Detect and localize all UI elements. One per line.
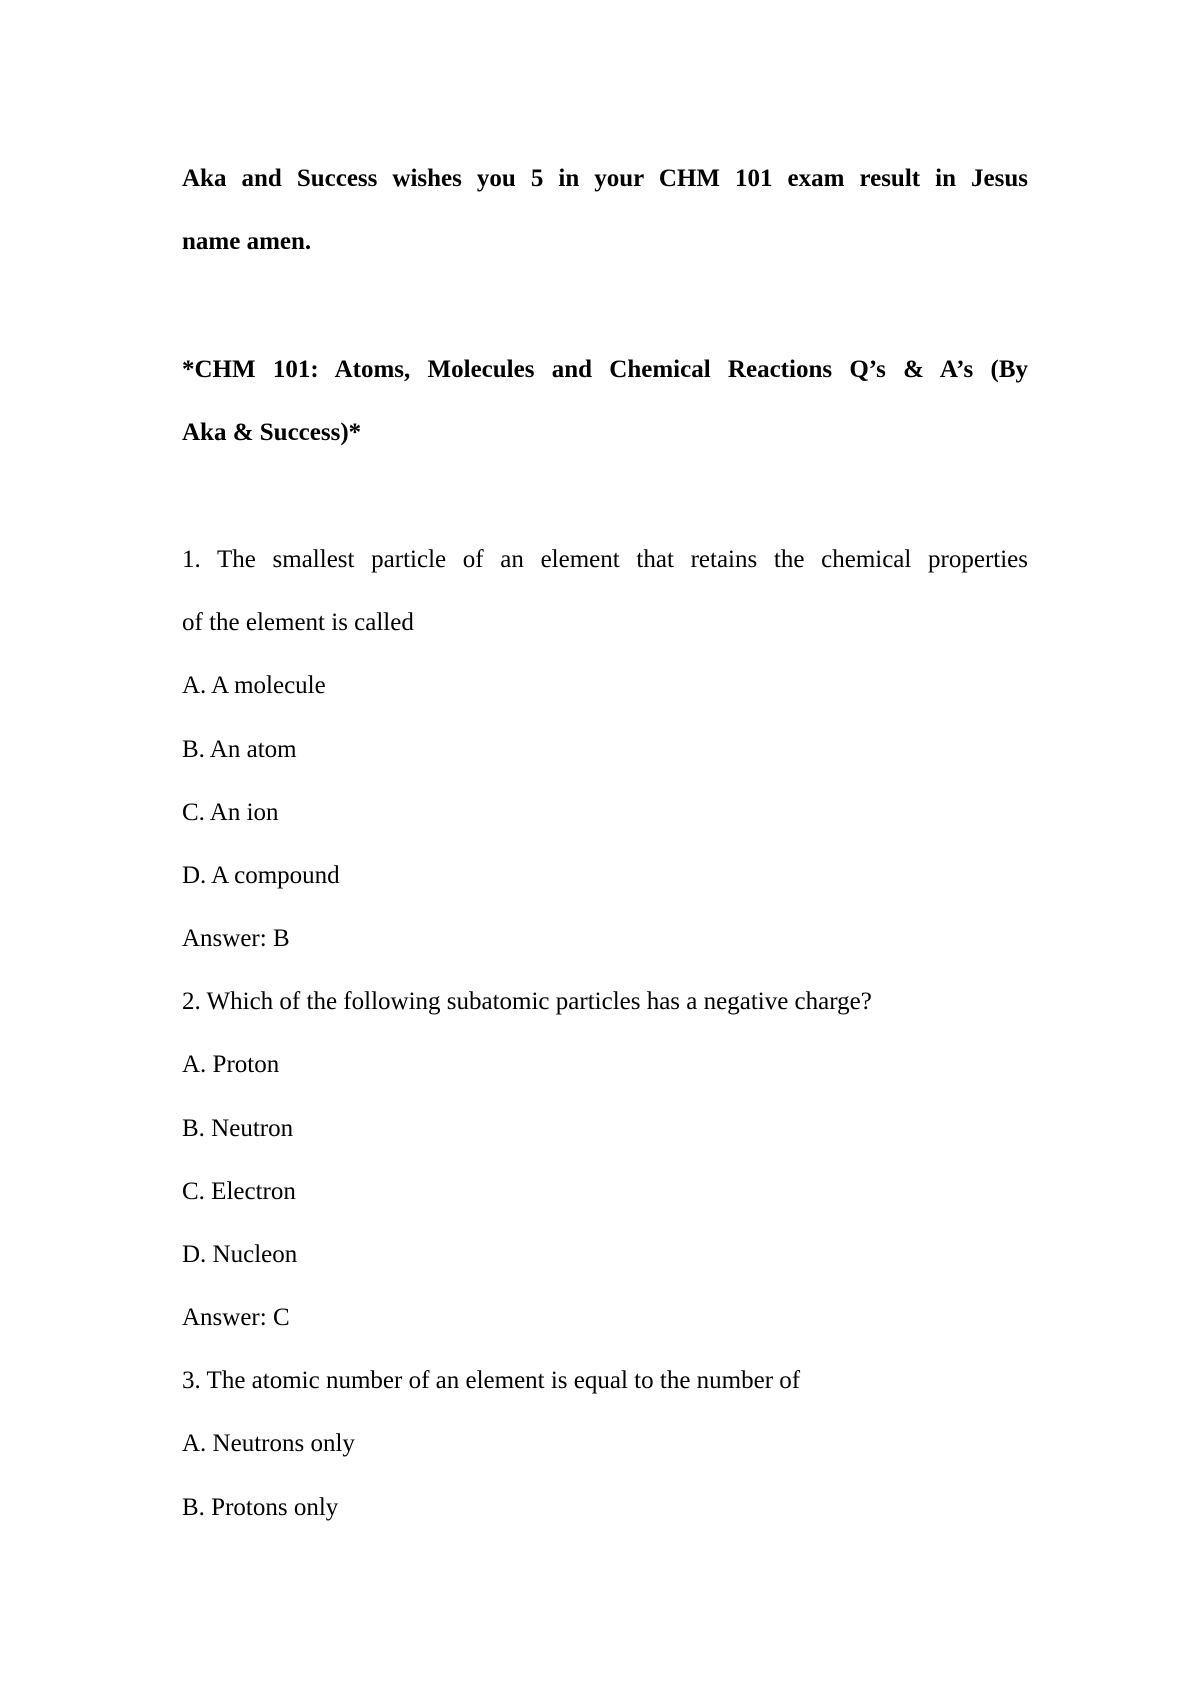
greeting-line-1: Aka and Success wishes you 5 in your CHM 101 exam result in Jesus [182, 165, 1028, 192]
question-1-stem-line-2: of the element is called [182, 609, 414, 636]
greeting-line-2: name amen. [182, 228, 312, 255]
question-3-stem: 3. The atomic number of an element is equal to the number of [182, 1367, 801, 1394]
question-2-answer: Answer: C [182, 1304, 290, 1331]
heading-line-2: Aka & Success)* [182, 419, 362, 446]
question-2-option-b: B. Neutron [182, 1115, 294, 1142]
question-2-option-d: D. Nucleon [182, 1241, 298, 1268]
question-3-option-b: B. Protons only [182, 1494, 339, 1521]
question-1-option-c: C. An ion [182, 799, 279, 826]
question-2-option-a: A. Proton [182, 1051, 280, 1078]
question-2-stem: 2. Which of the following subatomic particles has a negative charge? [182, 988, 872, 1015]
question-1-answer: Answer: B [182, 925, 290, 952]
question-1-option-a: A. A molecule [182, 672, 326, 699]
question-1-option-b: B. An atom [182, 736, 297, 763]
question-3-option-a: A. Neutrons only [182, 1430, 355, 1457]
question-2-option-c: C. Electron [182, 1178, 296, 1205]
question-1-option-d: D. A compound [182, 862, 340, 889]
question-1-stem-line-1: 1. The smallest particle of an element that retains the chemical properties [182, 546, 1028, 573]
heading-line-1: *CHM 101: Atoms, Molecules and Chemical Reactions Q’s & A’s (By [182, 356, 1028, 383]
